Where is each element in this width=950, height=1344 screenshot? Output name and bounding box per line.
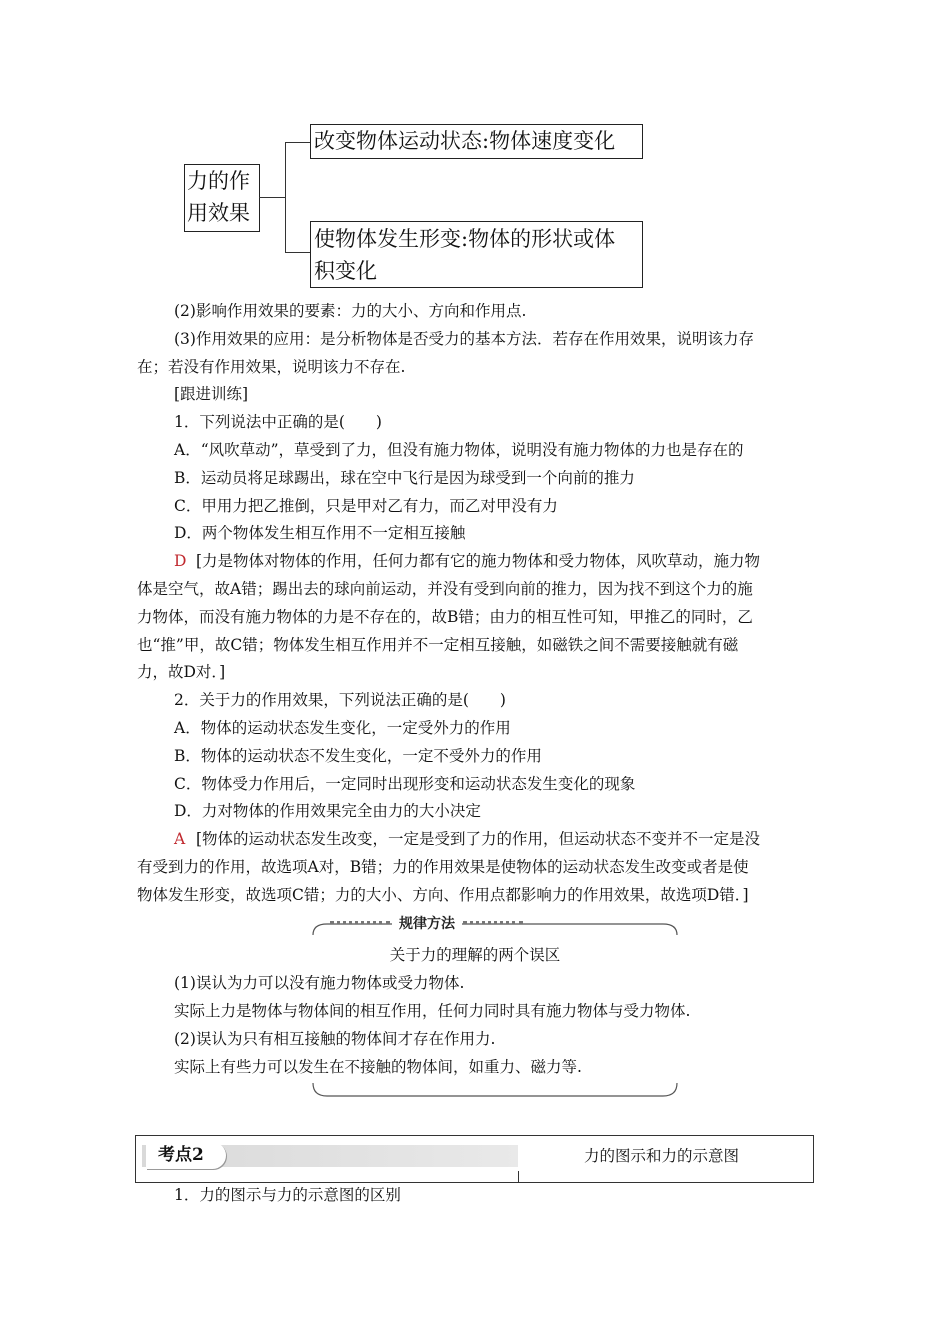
method-line2: 实际上力是物体与物体间的相互作用，任何力同时具有施力物体与受力物体. (174, 1002, 691, 1020)
q1-option-c: C．甲用力把乙推倒，只是甲对乙有力，而乙对甲没有力 (174, 497, 558, 515)
q1-option-a: A．“风吹草动”，草受到了力，但没有施力物体，说明没有施力物体的力也是存在的 (174, 441, 744, 459)
q1-explanation-line3: 力物体，而没有施力物体的力是不存在的，故B错；由力的相互性可知，甲推乙的同时，乙 (137, 608, 753, 626)
section-divider (518, 1171, 519, 1183)
diagram-root-line1: 力的作 (187, 169, 250, 193)
badge-dots-left (330, 921, 390, 930)
diagram-branch2-line1: 使物体发生形变:物体的形状或体 (314, 227, 616, 251)
connector-branch1 (285, 142, 310, 143)
connector-root (259, 197, 285, 198)
method-line3: (2)误认为只有相互接触的物体间才存在作用力. (174, 1030, 496, 1048)
q2-explanation-line1: [物体的运动状态发生改变，一定是受到了力的作用，但运动状态不变并不一定是没 (196, 830, 761, 848)
section-first-line: 1．力的图示与力的示意图的区别 (174, 1186, 401, 1204)
q2-option-c: C．物体受力作用后，一定同时出现形变和运动状态发生变化的现象 (174, 775, 636, 793)
connector-vertical (285, 142, 286, 252)
method-badge: 规律方法 (392, 914, 462, 934)
q2-stem: 2．关于力的作用效果，下列说法正确的是( ) (174, 691, 506, 709)
diagram-root-box (184, 164, 260, 232)
section-title: 力的图示和力的示意图 (584, 1147, 740, 1165)
q2-option-d: D．力对物体的作用效果完全由力的大小决定 (174, 802, 481, 820)
para-influence-factors: (2)影响作用效果的要素：力的大小、方向和作用点. (174, 302, 527, 320)
training-header: [跟进训练] (174, 385, 249, 403)
diagram-root-line2: 用效果 (187, 201, 250, 225)
q2-option-a: A．物体的运动状态发生变化，一定受外力的作用 (174, 719, 511, 737)
q1-option-d: D．两个物体发生相互作用不一定相互接触 (174, 524, 466, 542)
q2-explanation-line2: 有受到力的作用，故选项A对，B错；力的作用效果是使物体的运动状态发生改变或者是使 (137, 858, 749, 876)
q2-explanation-line3: 物体发生形变，故选项C错；力的大小、方向、作用点都影响力的作用效果，故选项D错．] (137, 886, 749, 904)
q2-option-b: B．物体的运动状态不发生变化，一定不受外力的作用 (174, 747, 542, 765)
q1-answer: D (174, 552, 187, 570)
para-application-line2: 在；若没有作用效果，说明该力不存在. (137, 358, 406, 376)
q1-explanation-line2: 体是空气，故A错；踢出去的球向前运动，并没有受到向前的推力，因为找不到这个力的施 (137, 580, 753, 598)
diagram-branch1-box (310, 124, 643, 159)
method-line4: 实际上有些力可以发生在不接触的物体间，如重力、磁力等. (174, 1058, 582, 1076)
q1-explanation-line1: [力是物体对物体的作用，任何力都有它的施力物体和受力物体，风吹草动，施力物 (196, 552, 761, 570)
section-header (135, 1135, 814, 1183)
q1-explanation-line4: 也“推”甲，故C错；物体发生相互作用并不一定相互接触，如磁铁之间不需要接触就有磁 (137, 636, 739, 654)
q2-answer: A (174, 830, 186, 848)
q1-option-b: B．运动员将足球踢出，球在空中飞行是因为球受到一个向前的推力 (174, 469, 635, 487)
para-application-line1: (3)作用效果的应用：是分析物体是否受力的基本方法．若存在作用效果，说明该力存 (174, 330, 754, 348)
badge-dots-right (463, 921, 523, 930)
diagram-branch2-box (310, 221, 643, 288)
q1-stem: 1．下列说法中正确的是( ) (174, 413, 382, 431)
connector-branch2 (285, 252, 310, 253)
section-tag: 考点2 (158, 1145, 204, 1165)
diagram-branch1-text: 改变物体运动状态:物体速度变化 (314, 129, 616, 153)
method-line1: (1)误认为力可以没有施力物体或受力物体. (174, 974, 465, 992)
method-title: 关于力的理解的两个误区 (389, 946, 561, 964)
diagram-branch2-line2: 积变化 (314, 259, 377, 283)
q1-explanation-line5: 力，故D对．] (137, 663, 226, 681)
